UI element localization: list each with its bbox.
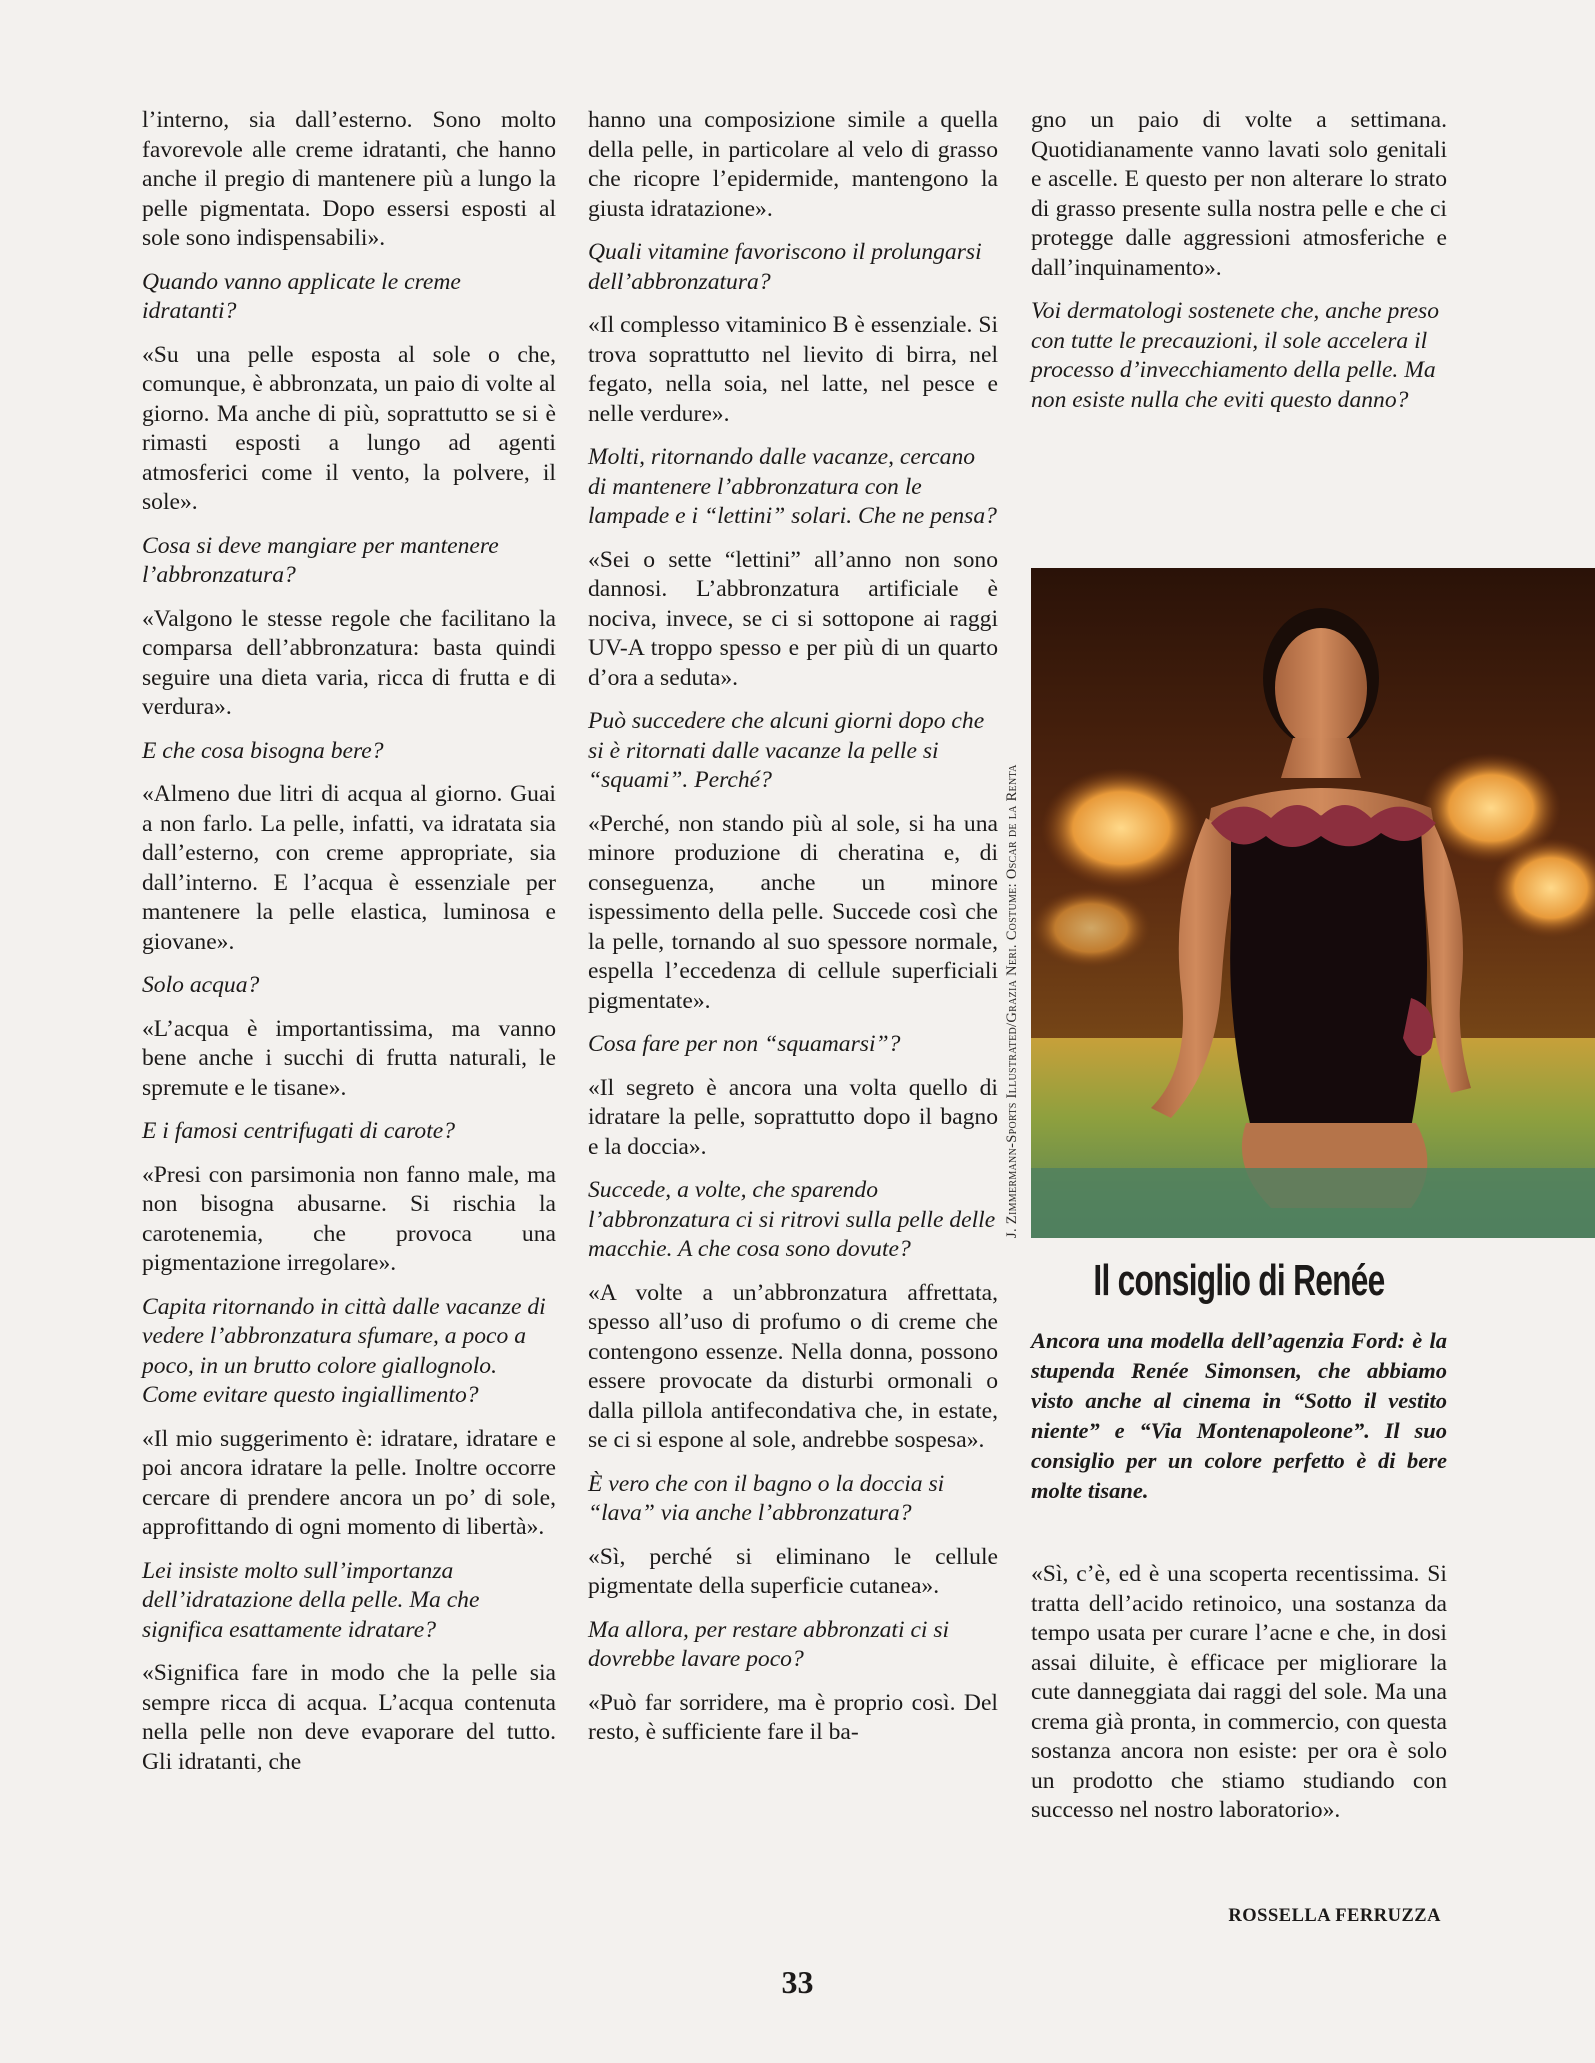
interview-answer: «Sei o sette “lettini” all’anno non sono dannosi. L’abbronzatura artificiale è nociva, invece, se ci si sottopone ai raggi UV-A troppo spesso e per più di un quarto d’ora a seduta». <box>588 546 998 691</box>
interview-answer: «Significa fare in modo che la pelle sia sempre ricca di acqua. L’acqua contenuta nella pelle non deve evaporare del tutto. Gli idratanti, che <box>142 1660 556 1775</box>
interview-question: Ma allora, per restare abbronzati ci si dovrebbe lavare poco? <box>588 1616 950 1672</box>
interview-question: Quali vitamine favoriscono il prolungarsi dell’abbronzatura? <box>588 239 982 295</box>
interview-answer: «A volte a un’abbronzatura affrettata, spesso all’uso di profumo o di creme che contengono essenze. Nella donna, possono essere provocate da disturbi ormonali o dalla pillola antifecondativa che, in estate, se ci si espone al sole, andrebbe sospesa». <box>588 1279 998 1453</box>
interview-answer: hanno una composizione simile a quella della pelle, in particolare al velo di grasso che ricopre l’epidermide, mantengono la giusta idratazione». <box>588 107 998 222</box>
interview-answer: «Sì, perché si eliminano le cellule pigmentate della superficie cutanea». <box>588 1543 998 1599</box>
interview-answer: «Almeno due litri di acqua al giorno. Guai a non farlo. La pelle, infatti, va idratata sia dall’esterno, con creme appropriate, sia dall’interno. E l’acqua è essenziale per mantenere la pelle elastica, luminosa e giovane». <box>142 781 556 955</box>
interview-question: Cosa fare per non “squamarsi”? <box>588 1031 901 1057</box>
interview-answer: «Sì, c’è, ed è una scoperta recentissima. Si tratta dell’acido retinoico, una sostanza da tempo usata per curare l’acne e che, in dosi assai diluite, è efficace per migliorare la cute danneggiata dai raggi del sole. Ma una crema già pronta, in commercio, con questa sostanza ancora non esiste: per ora è solo un prodotto che stiamo studiando con successo nel nostro laboratorio». <box>1031 1561 1447 1823</box>
interview-answer: «Presi con parsimonia non fanno male, ma non bisogna abusarne. Si rischia la carotenemia, che provoca una pigmentazione irregolare». <box>142 1161 556 1276</box>
interview-answer: «Il segreto è ancora una volta quello di idratare la pelle, soprattutto dopo il bagno e la doccia». <box>588 1074 998 1160</box>
interview-question: E i famosi centrifugati di carote? <box>142 1118 456 1144</box>
author-byline: ROSSELLA FERRUZZA <box>1228 1906 1441 1926</box>
article-column-2 <box>588 106 998 1762</box>
article-column-3-bottom <box>1031 1560 1447 1840</box>
interview-question: È vero che con il bagno o la doccia si “lava” via anche l’abbronzatura? <box>588 1470 945 1526</box>
sidebar-text: Ancora una modella dell’agenzia Ford: è la stupenda Renée Simonsen, che abbiamo visto anche al cinema in “Sotto il vestito niente” e “Via Montenapoleone”. Il suo consiglio per un colore perfetto è di bere molte tisane. <box>1031 1328 1447 1503</box>
interview-answer: l’interno, sia dall’esterno. Sono molto favorevole alle creme idratanti, che hanno anche il pregio di mantenere più a lungo la pelle pigmentata. Dopo essersi esposti al sole sono indispensabili». <box>142 107 556 251</box>
article-column-1 <box>142 106 556 1791</box>
article-column-3-top <box>1031 106 1447 429</box>
interview-answer: «Può far sorridere, ma è proprio così. Del resto, è sufficiente fare il ba- <box>588 1689 998 1745</box>
interview-question: E che cosa bisogna bere? <box>142 737 384 764</box>
interview-question: Cosa si deve mangiare per mantenere l’abbronzatura? <box>142 532 499 588</box>
interview-answer: «Il complesso vitaminico B è essenziale. Si trova soprattutto nel lievito di birra, nel fegato, nella soia, nel latte, nel pesce e nelle verdure». <box>588 312 998 427</box>
interview-question: Succede, a volte, che sparendo l’abbronzatura ci si ritrovi sulla pelle delle macchie. A che cosa sono dovute? <box>588 1177 996 1262</box>
interview-question: Lei insiste molto sull’importanza dell’idratazione della pelle. Ma che significa esattamente idratare? <box>142 1557 480 1643</box>
interview-answer: «Perché, non stando più al sole, si ha una minore produzione di cheratina e, di conseguenza, anche un minore ispessimento della pelle. Succede così che la pelle, tornando al suo spessore normale, espella l’eccedenza di cellule superficiali pigmentate». <box>588 810 998 1014</box>
sidebar-title: Il consiglio di Renée <box>1093 1256 1385 1305</box>
interview-question: Molti, ritornando dalle vacanze, cercano di mantenere l’abbronzatura con le lampade e i “lettini” solari. Che ne pensa? <box>588 444 997 529</box>
interview-question: Quando vanno applicate le creme idratanti? <box>142 268 461 324</box>
interview-question: Voi dermatologi sostenete che, anche preso con tutte le precauzioni, il sole accelera il processo d’invecchiamento della pelle. Ma non esiste nulla che eviti questo danno? <box>1031 298 1439 413</box>
interview-answer: «Su una pelle esposta al sole o che, comunque, è abbronzata, un paio di volte al giorno. Ma anche di più, soprattutto se si è rimasti esposti a lungo ad agenti atmosferici come il vento, la polvere, il sole». <box>142 341 556 515</box>
interview-answer: «L’acqua è importantissima, ma vanno bene anche i succhi di frutta naturali, le spremute e le tisane». <box>142 1015 556 1101</box>
photo-credit: J. Zimmermann-Sports Illustrated/Grazia Neri. Costume: Oscar de la Renta <box>1004 764 1020 1238</box>
interview-answer: gno un paio di volte a settimana. Quotidianamente vanno lavati solo genitali e ascelle. E questo per non alterare lo strato di grasso presente sulla nostra pelle e che ci protegge dalle aggressioni atmosferiche e dall’inquinamento». <box>1031 107 1447 281</box>
interview-answer: «Valgono le stesse regole che facilitano la comparsa dell’abbronzatura: basta quindi seguire una dieta varia, ricca di frutta e di verdura». <box>142 605 556 720</box>
page-number: 33 <box>781 1964 814 2000</box>
interview-answer: «Il mio suggerimento è: idratare, idratare e poi ancora idratare la pelle. Inoltre occorre cercare di prendere ancora un po’ di sole, approfittando di ogni momento di libertà». <box>142 1425 556 1540</box>
interview-question: Solo acqua? <box>142 972 260 998</box>
interview-question: Può succedere che alcuni giorni dopo che si è ritornati dalle vacanze la pelle si “squami”. Perché? <box>588 708 985 793</box>
interview-question: Capita ritornando in città dalle vacanze di vedere l’abbronzatura sfumare, a poco a poco, in un brutto colore giallognolo. Come evitare questo ingiallimento? <box>142 1293 546 1408</box>
model-photo <box>1031 568 1595 1238</box>
